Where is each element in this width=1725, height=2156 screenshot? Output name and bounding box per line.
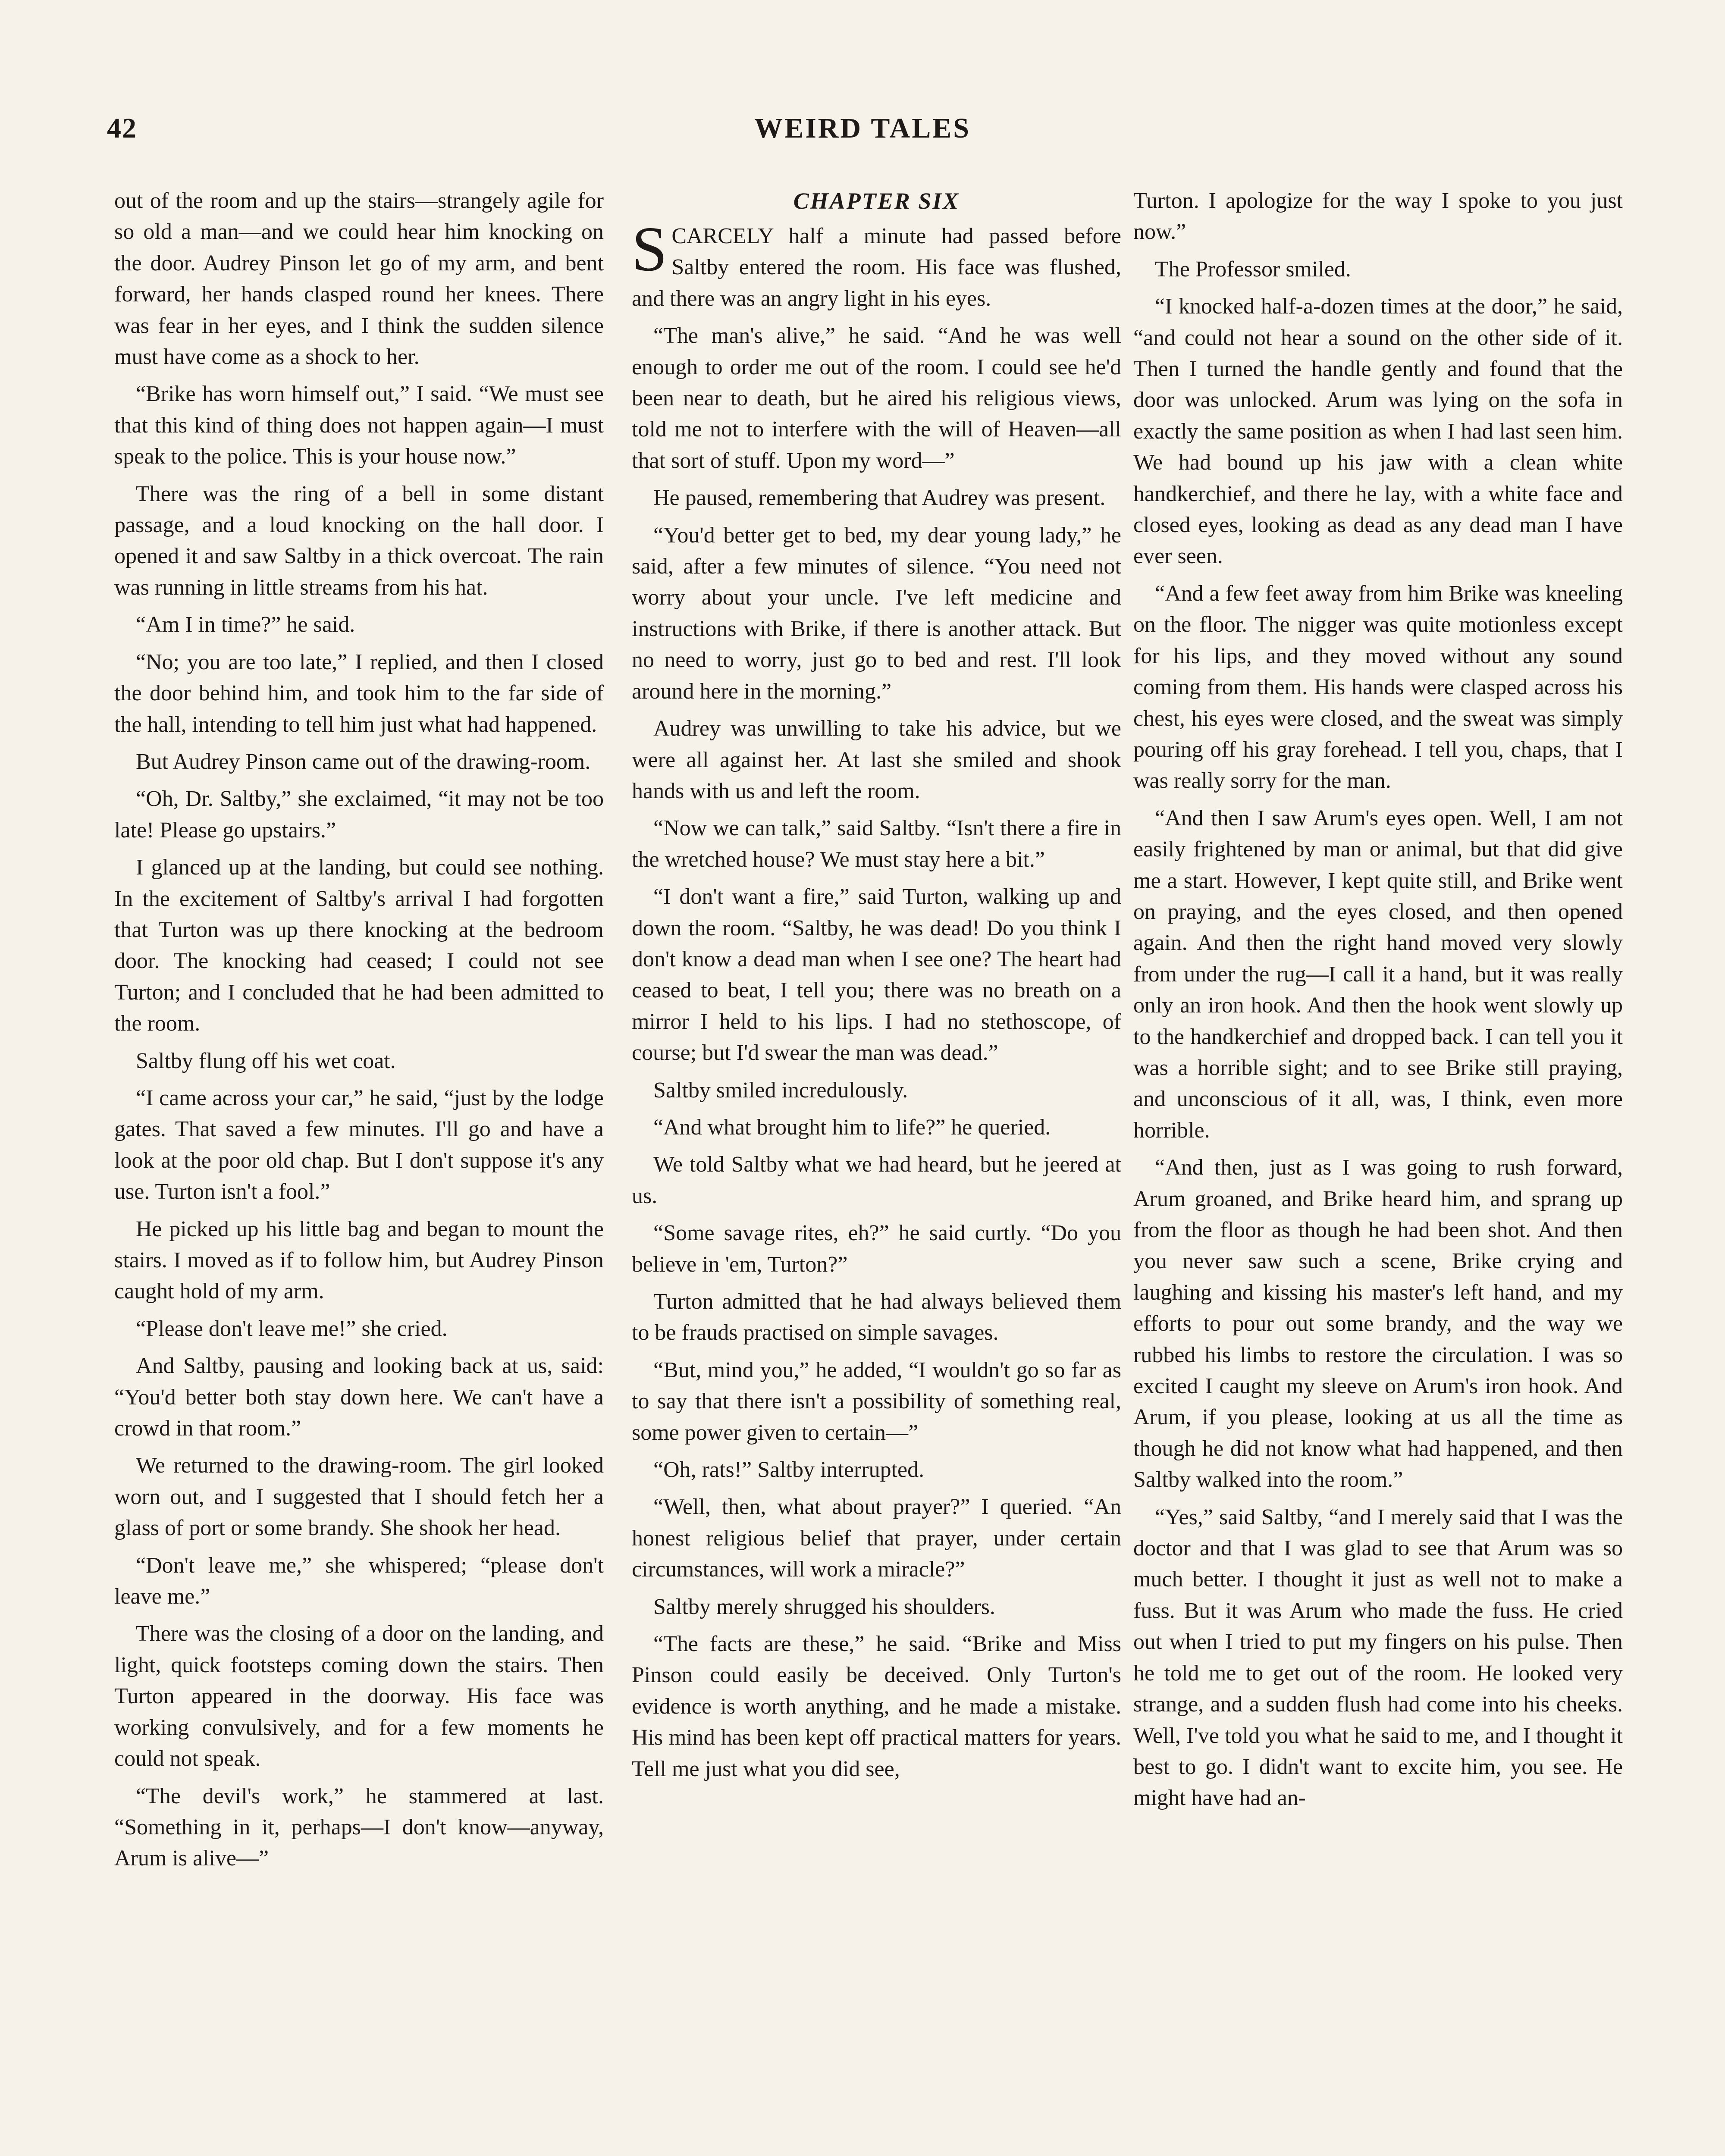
chapter-heading: CHAPTER SIX xyxy=(793,188,960,214)
paragraph: Saltby merely shrugged his shoulders. xyxy=(653,1594,995,1619)
opening-paragraph-text: CARCELY half a minute had passed before Saltby entered the room. His face was flushed, and there was an angry light in his eyes. xyxy=(632,224,1121,311)
paragraph: “Some savage rites, eh?” he said curtly. “Do you believe in 'em, Turton?” xyxy=(632,1221,1121,1277)
paragraph: “I came across your car,” he said, “just by the lodge gates. That saved a few minutes. I'll go and have a look at the poor old chap. But I don't suppose it's any use. Turton isn't a fool.” xyxy=(114,1085,604,1204)
paragraph: “I don't want a fire,” said Turton, walking up and down the room. “Saltby, he was dead! Do you think I don't know a dead man when I see one? The heart had ceased to beat, I tell you; there was no breath on a mirror I held to his lips. I had no stethoscope, of course; but I'd swear the man was dead.” xyxy=(632,884,1121,1065)
paragraph: “Now we can talk,” said Saltby. “Isn't there a fire in the wretched house? We must stay here a bit.” xyxy=(632,816,1121,872)
paragraph: Saltby flung off his wet coat. xyxy=(136,1048,396,1073)
paragraph: “Well, then, what about prayer?” I queried. “An honest religious belief that prayer, under certain circumstances, will work a miracle?” xyxy=(632,1495,1121,1582)
paragraph: “And what brought him to life?” he queried. xyxy=(653,1115,1051,1140)
paragraph: “No; you are too late,” I replied, and then I closed the door behind him, and took him to the far side of the hall, intending to tell him just what had happened. xyxy=(114,649,604,737)
paragraph: “Oh, Dr. Saltby,” she exclaimed, “it may not be too late! Please go upstairs.” xyxy=(114,787,604,843)
paragraph: “And then I saw Arum's eyes open. Well, I am not easily frightened by man or animal, but that did give me a start. However, I kept quite still, and Brike went on praying, and the eyes closed, and then opened again. And then the right hand moved very slowly from under the rug—I call it a hand, but it was really only an iron hook. And then the hook went slowly up to the handkerchief and dropped back. I can tell you it was a horrible sight; and to see Brike still praying, and unconscious of it all, was, I think, even more horrible. xyxy=(1133,805,1623,1143)
page-number: 42 xyxy=(107,113,137,144)
paragraph: “Am I in time?” he said. xyxy=(136,612,355,637)
drop-cap: S xyxy=(632,214,668,285)
magazine-title: WEIRD TALES xyxy=(754,113,971,144)
opening-paragraph xyxy=(632,214,1121,314)
paragraph: “But, mind you,” he added, “I wouldn't go so far as to say that there isn't a possibility of something real, some power given to certain—” xyxy=(632,1357,1121,1445)
paragraph: Saltby smiled incredulously. xyxy=(653,1078,908,1103)
paragraph: “Please don't leave me!” she cried. xyxy=(136,1316,448,1341)
page-header xyxy=(0,108,1725,160)
text-column-left xyxy=(114,185,604,1880)
paragraph: Turton. I apologize for the way I spoke to you just now.” xyxy=(1133,188,1623,244)
paragraph: out of the room and up the stairs—strangely agile for so old a man—and we could hear him knocking on the door. Audrey Pinson let go of my arm, and bent forward, her hands clasped round her knees. There was fear in her eyes, and I think the sudden silence must have come as a shock to her. xyxy=(114,188,604,370)
paragraph: “And then, just as I was going to rush forward, Arum groaned, and Brike heard him, and sprang up from the floor as though he had been shot. And then you never saw such a scene, Brike crying and laughing and kissing his master's left hand, and my efforts to pour out some brandy, and the way we rubbed his limbs to restore the circulation. I was so excited I caught my sleeve on Arum's iron hook. And Arum, if you please, looking at us all the time as though he did not know what had happened, and then Saltby walked into the room.” xyxy=(1133,1155,1623,1492)
paragraph: “Brike has worn himself out,” I said. “We must see that this kind of thing does not happen again—I must speak to the police. This is your house now.” xyxy=(114,382,604,469)
paragraph: Turton admitted that he had always believed them to be frauds practised on simple savages. xyxy=(632,1289,1121,1345)
paragraph: And Saltby, pausing and looking back at us, said: “You'd better both stay down here. We can't have a crowd in that room.” xyxy=(114,1354,604,1441)
paragraph: “The man's alive,” he said. “And he was well enough to order me out of the room. I could see he'd been near to death, but he aired his religious views, told me not to interfere with the will of Heaven—all that sort of stuff. Upon my word—” xyxy=(632,323,1121,473)
paragraph: He paused, remembering that Audrey was present. xyxy=(653,486,1106,511)
paragraph: There was the ring of a bell in some distant passage, and a loud knocking on the hall door. I opened it and saw Saltby in a thick overcoat. The rain was running in little streams from his hat. xyxy=(114,481,604,600)
text-column-middle xyxy=(632,185,1121,1791)
paragraph: But Audrey Pinson came out of the drawing-room. xyxy=(136,749,591,774)
paragraph: We returned to the drawing-room. The girl looked worn out, and I suggested that I should fetch her a glass of port or some brandy. She shook her head. xyxy=(114,1453,604,1541)
paragraph: The Professor smiled. xyxy=(1155,257,1351,282)
paragraph: Audrey was unwilling to take his advice, but we were all against her. At last she smiled and shook hands with us and left the room. xyxy=(632,716,1121,803)
paragraph: “Don't leave me,” she whispered; “please don't leave me.” xyxy=(114,1553,604,1609)
paragraph: “I knocked half-a-dozen times at the door,” he said, “and could not hear a sound on the other side of it. Then I turned the handle gently and found that the door was unlocked. Arum was lying on the sofa in exactly the same position as when I had last seen him. We had bound up his jaw with a clean white handkerchief, and there he lay, with a white face and closed eyes, looking as dead as any dead man I have ever seen. xyxy=(1133,294,1623,569)
paragraph: “Oh, rats!” Saltby interrupted. xyxy=(653,1457,925,1482)
paragraph: “The facts are these,” he said. “Brike and Miss Pinson could easily be deceived. Only Turton's evidence is worth anything, and he made a mistake. His mind has been kept off practical matters for years. Tell me just what you did see, xyxy=(632,1632,1121,1781)
paragraph: “Yes,” said Saltby, “and I merely said that I was the doctor and that I was glad to see that Arum was so much better. I thought it just as well not to make a fuss. But it was Arum who made the fuss. He cried out when I tried to put my fingers on his pulse. Then he told me to get out of the room. He looked very strange, and a sudden flush had come into his cheeks. Well, I've told you what he said to me, and I thought it best to go. I didn't want to excite him, you see. He might have had an- xyxy=(1133,1504,1623,1811)
paragraph: “The devil's work,” he stammered at last. “Something in it, perhaps—I don't know—anyway, Arum is alive—” xyxy=(114,1783,604,1871)
paragraph: “You'd better get to bed, my dear young lady,” he said, after a few minutes of silence. “You need not worry about your uncle. I've left medicine and instructions with Brike, if there is another attack. But no need to worry, just go to bed and rest. I'll look around here in the morning.” xyxy=(632,523,1121,704)
paragraph: We told Saltby what we had heard, but he jeered at us. xyxy=(632,1152,1121,1208)
paragraph: There was the closing of a door on the landing, and light, quick footsteps coming down the stairs. Then Turton appeared in the doorway. His face was working convulsively, and for a few moments he could not speak. xyxy=(114,1621,604,1771)
text-column-right xyxy=(1133,185,1623,1820)
paragraph: I glanced up at the landing, but could see nothing. In the excitement of Saltby's arrival I had forgotten that Turton was up there knocking at the bedroom door. The knocking had ceased; I could not see Turton; and I concluded that he had been admitted to the room. xyxy=(114,855,604,1036)
paragraph: “And a few feet away from him Brike was kneeling on the floor. The nigger was quite motionless except for his lips, and they moved without any sound coming from them. His hands were clasped across his chest, his eyes were closed, and the sweat was simply pouring off his gray forehead. I tell you, chaps, that I was really sorry for the man. xyxy=(1133,581,1623,793)
paragraph: He picked up his little bag and began to mount the stairs. I moved as if to follow him, but Audrey Pinson caught hold of my arm. xyxy=(114,1216,604,1304)
